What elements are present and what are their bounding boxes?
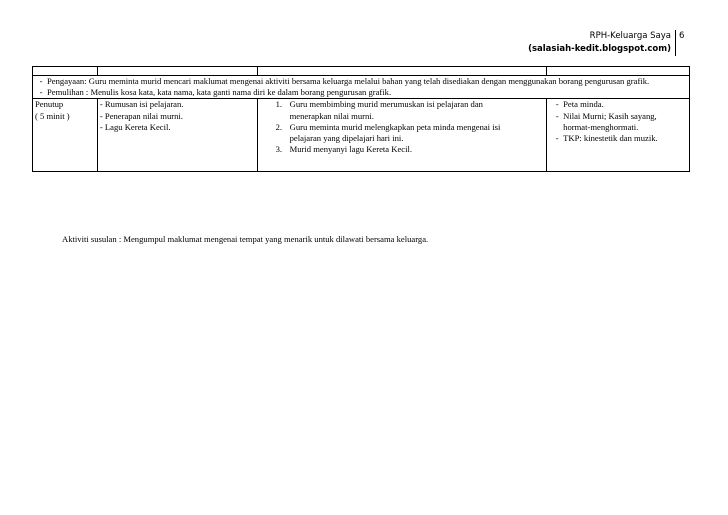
penutup-row — [33, 99, 690, 172]
activity-item: 2. Guru meminta murid melengkapkan peta minda mengenai isi pelajaran yang dipelajari hari ini. — [275, 121, 501, 144]
stage-time: ( 5 minit ) — [35, 110, 70, 121]
page-number: 6 — [679, 31, 685, 41]
header-text — [528, 30, 676, 56]
stage-cell — [33, 99, 98, 172]
empty-cell — [547, 67, 690, 76]
content-item: - Penerapan nilai murni. — [99, 110, 183, 121]
pengayaan-row — [33, 76, 690, 99]
pengayaan-text: Pengayaan: Guru meminta murid mencari maklumat mengenai aktiviti bersama keluarga melalui bahan yang telah disediakan dengan menggunakan borang pengurusan grafik. — [47, 76, 650, 86]
empty-cell — [33, 67, 98, 76]
source-blog: (salasiah-kedit.blogspot.com) — [528, 44, 671, 54]
activity-item: 3. Murid menyanyi lagu Kereta Kecil. — [275, 144, 413, 155]
stage-label: Penutup — [35, 99, 64, 110]
pemulihan-text: Pemulihan : Menulis kosa kata, kata nama, kata ganti nama diri ke dalam borang pengurusan grafik. — [47, 87, 392, 98]
content-item: - Lagu Kereta Kecil. — [99, 121, 171, 132]
pengayaan-cell — [33, 76, 690, 99]
note-item: - Peta minda. — [555, 99, 604, 110]
document-title: RPH-Keluarga Saya — [589, 31, 671, 41]
activity-cell — [257, 99, 547, 172]
notes-cell — [547, 99, 690, 172]
header-divider — [675, 30, 676, 56]
aktiviti-susulan: Aktiviti susulan : Mengumpul maklumat mengenai tempat yang menarik untuk dilawati bersama keluarga. — [62, 234, 429, 244]
content-item: - Rumusan isi pelajaran. — [99, 99, 184, 110]
pemulihan-item: - Pemulihan : Menulis kosa kata, kata nama, kata ganti nama diri ke dalam borang pengurusan grafik. — [39, 87, 392, 98]
empty-cell — [97, 67, 257, 76]
empty-header-row — [33, 67, 690, 76]
note-item: - Nilai Murni; Kasih sayang, hormat-menghormati. — [555, 110, 657, 132]
note-item: - TKP: kinestetik dan muzik. — [555, 133, 658, 144]
content-cell — [97, 99, 257, 172]
lesson-table — [32, 66, 690, 172]
pengayaan-item: - Pengayaan: Guru meminta murid mencari maklumat mengenai aktiviti bersama keluarga melalui bahan yang telah disediakan dengan menggunakan borang pengurusan grafik. — [39, 76, 650, 86]
empty-cell — [257, 67, 547, 76]
activity-item: 1. Guru membimbing murid merumuskan isi pelajaran dan menerapkan nilai murni. — [275, 99, 483, 121]
